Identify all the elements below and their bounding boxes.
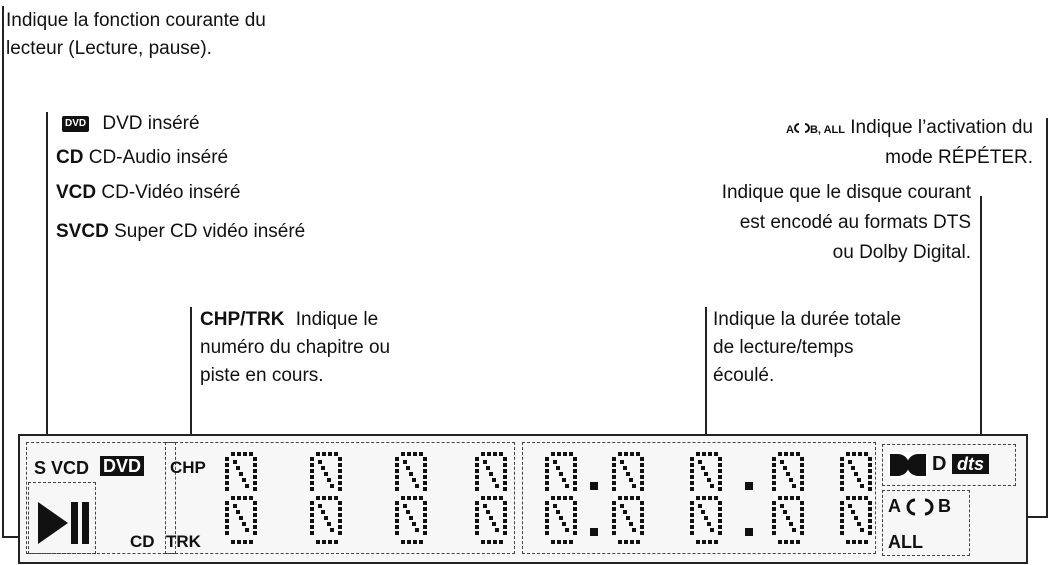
leader-chapter [190, 307, 192, 442]
svcd-inserted-label: Super CD vidéo inséré [114, 221, 306, 242]
audio-callout-line2: est encodé au formats DTS [739, 212, 971, 233]
repeat-loop-icon [794, 123, 810, 133]
lcd-dvd-badge: DVD [100, 456, 144, 476]
time-callout-line1: Indique la durée totale [713, 309, 902, 330]
dvd-inserted-label: DVD inséré [102, 113, 200, 134]
time-callout-line2: de lecture/temps [713, 337, 854, 358]
chp-trk-code: CHP/TRK [200, 309, 285, 330]
repeat-callout-line1 [786, 115, 1033, 143]
lcd-cd: CD [130, 532, 155, 551]
cd-inserted-callout [56, 145, 228, 170]
vcd-code: VCD [56, 182, 97, 203]
lcd-display-panel [18, 434, 1028, 564]
leader-time [705, 307, 707, 442]
function-callout-line2: lecteur (Lecture, pause). [6, 38, 212, 59]
chapter-callout-text1: Indique le [295, 309, 379, 330]
dvd-inserted-callout [62, 111, 200, 136]
audio-callout-line3: ou Dolby Digital. [832, 242, 971, 263]
repeat-code-a: A [785, 124, 794, 136]
function-callout-line1: Indique la fonction courante du [6, 10, 266, 31]
lcd-repeat-a: A [888, 496, 901, 516]
dts-badge: dts [952, 454, 989, 474]
audio-callout-line1: Indique que le disque courant [721, 182, 971, 203]
svcd-inserted-callout [56, 219, 305, 244]
repeat-callout-line2: mode RÉPÉTER. [885, 147, 1033, 168]
repeat-callout-text1: Indique l’activation du [850, 117, 1033, 138]
chapter-callout-line2: numéro du chapitre ou [200, 337, 391, 358]
vcd-inserted-callout [56, 180, 240, 205]
cd-inserted-label: CD-Audio inséré [88, 147, 229, 168]
svcd-code: SVCD [56, 221, 109, 242]
lcd-trk: TRK [166, 532, 201, 551]
lcd-chp: CHP [170, 458, 206, 477]
seven-segment-digits [20, 436, 1026, 562]
lcd-all: ALL [888, 532, 923, 552]
dvd-icon: DVD [62, 116, 89, 132]
leader-disc [46, 112, 48, 442]
leader-audio [980, 196, 982, 442]
time-callout-line3: écoulé. [713, 365, 775, 386]
cd-code: CD [56, 147, 84, 168]
repeat-code-b: B, ALL [809, 124, 845, 136]
lcd-s-vcd: S VCD [34, 458, 90, 478]
leader-repeat-vertical [1046, 118, 1048, 518]
chapter-callout-line3: piste en cours. [200, 365, 324, 386]
leader-function-vertical [2, 6, 4, 538]
chapter-callout-line1 [200, 307, 378, 332]
vcd-inserted-label: CD-Vidéo inséré [101, 182, 241, 203]
lcd-dolby-d: D [932, 453, 947, 475]
lcd-repeat-b: B [938, 496, 951, 516]
